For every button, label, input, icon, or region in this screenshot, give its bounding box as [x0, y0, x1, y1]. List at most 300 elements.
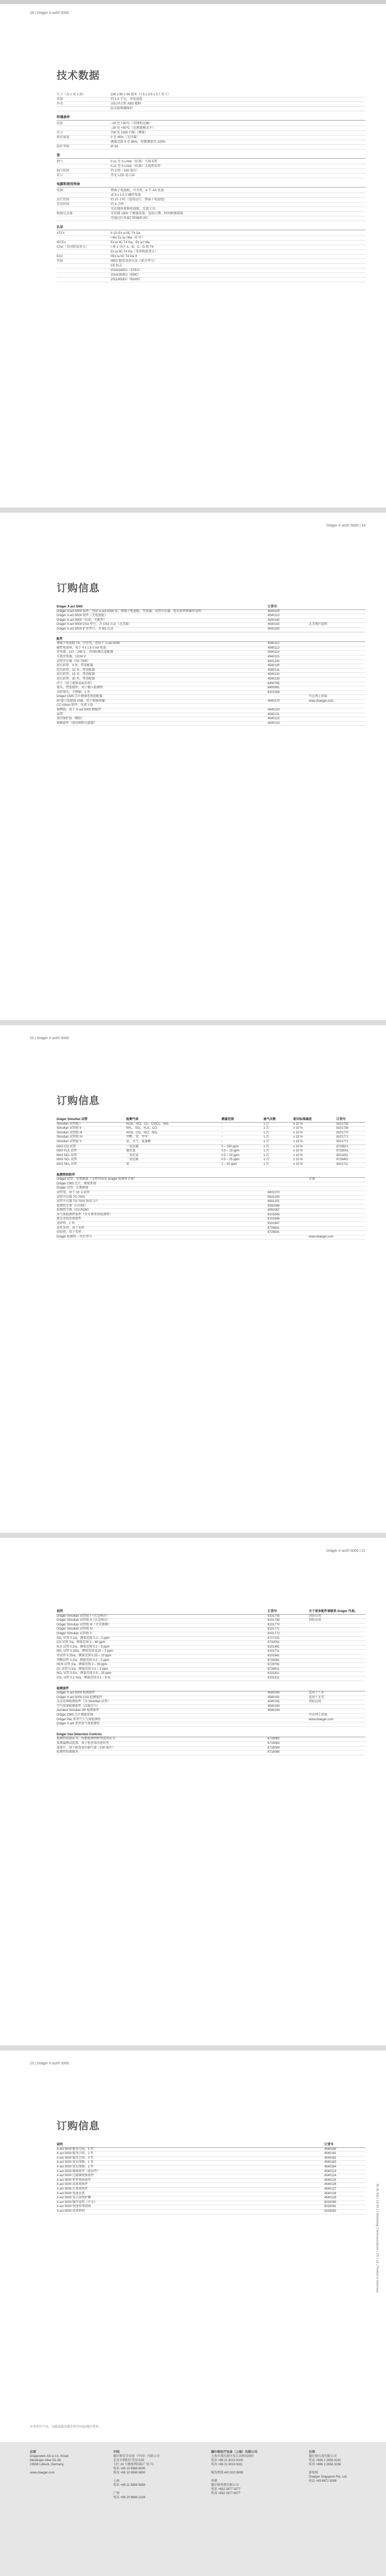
order-extra [309, 1742, 365, 1746]
order-description: 检测管校准服务 [57, 1751, 79, 1754]
table-cell: 1 次 [264, 1154, 293, 1158]
order-description: Dräger X-act 5000 矿用型号，含 M1 认证 [57, 627, 114, 631]
order-row [57, 1709, 365, 1714]
order-extra [309, 1641, 365, 1645]
order-row [57, 1196, 365, 1200]
order-number: 订货号 [268, 1610, 277, 1613]
order-row [57, 642, 365, 647]
order-description: 探头，带连接件，用于插入检测管 [57, 686, 103, 690]
footer-line [30, 2467, 97, 2471]
order-row [57, 1676, 365, 1681]
order-extra: 适用于工业 [309, 1691, 325, 1695]
order-extra [309, 642, 365, 646]
order-number: 8101841 [268, 1654, 280, 1657]
footer-line: 七区 19 号楼保利国际广场 T1 [113, 2463, 154, 2466]
order-description: 延长软管，10 米，带适配器 [57, 668, 95, 672]
order-extra: 北美地区提供 [309, 623, 328, 626]
order-row [57, 2161, 365, 2165]
order-extra [309, 1737, 365, 1741]
spec-value: 约 4 小时 [111, 202, 124, 206]
order-description: X-act 5000 电池仓盖 [57, 2192, 85, 2195]
order-number: 订货号 [268, 605, 277, 608]
table-cell: 8101711 [336, 1162, 365, 1167]
table-cell: 8101811 [336, 1154, 365, 1158]
order-number: 6718083 [268, 1742, 280, 1745]
table-cell: ± 10 % [293, 1162, 337, 1167]
order-header-row [57, 638, 365, 642]
order-row [57, 722, 365, 726]
order-number: 6400561 [268, 686, 280, 690]
order-description: Dräger X-act 5000 检测套件 [57, 1691, 95, 1695]
order-description: Dräger Gas Detection Controls [57, 1733, 102, 1736]
footer-line: 总部 [30, 2451, 37, 2454]
order-block-4 [57, 2143, 365, 2214]
order-number: 4540100 [268, 609, 280, 613]
order-number: 4540182 [324, 2156, 337, 2160]
table-cell: MAS SO₂ 试管 [57, 1158, 126, 1163]
table-cell: 1 次 [264, 1127, 293, 1131]
order-number: 4540133 [268, 677, 280, 681]
subsection-heading: 泵 [57, 154, 365, 159]
section-title: 技术数据 [57, 70, 100, 81]
table-cell: MAS H₂S 试管 [57, 1149, 126, 1154]
order-row [57, 1654, 365, 1659]
order-number: 8101770 [268, 1623, 280, 1626]
page-header-left: 20 | Dräger X-act® 5000 [30, 1037, 69, 1040]
spec-label: 抽气时间 [57, 169, 69, 173]
table-cell: 0.5 – 15 ppm [221, 1149, 264, 1154]
order-extra [309, 1182, 365, 1187]
order-extra [309, 619, 365, 623]
spec-label: EAC [57, 255, 63, 258]
order-extra [309, 669, 365, 673]
order-row [57, 1751, 365, 1755]
order-number: 8101735 [268, 1614, 280, 1618]
order-number: 9033092 [324, 2209, 337, 2213]
footer-line: 电话 +86 10 6568 8000 [113, 2467, 146, 2470]
order-extra [309, 677, 365, 682]
order-number: 6718082 [268, 1737, 280, 1741]
table-cell: Simultan 试管组 I [57, 1122, 126, 1127]
spec-label [57, 193, 111, 197]
table-header-cell: 测量范围 [221, 1118, 264, 1122]
order-row [57, 1742, 365, 1747]
order-row [57, 1200, 365, 1205]
footer-line: 传真 +86 10 6568 8800 [113, 2471, 146, 2475]
spec-value: –20 至 +50°C（在测量模式下） [111, 126, 155, 130]
table-cell: 6728491 [336, 1158, 365, 1163]
order-number [268, 1187, 309, 1191]
table-cell: MAS NO₂ 试管 [57, 1154, 126, 1158]
order-description: Dräger X-act 5000 套件，包括 X-act 5000 泵、锂离子电池组、充电器、试管开启器、延长软管和操作说明 [57, 609, 202, 613]
order-description: 硅胶管，用于采样 [57, 1231, 82, 1234]
footer-line: 传真 +86 21 6013 9111 [211, 2463, 243, 2466]
order-number: 6728791 [268, 1663, 280, 1667]
order-number [268, 1722, 309, 1726]
spec-row [57, 126, 365, 131]
table-cell: 1 次 [264, 1162, 293, 1167]
order-number: 4540123 [324, 2170, 337, 2173]
order-extra [309, 664, 365, 668]
order-block-2 [57, 1118, 365, 1240]
table-header-cell: 订货号 [336, 1118, 365, 1122]
order-number: 4540180 [324, 2147, 337, 2151]
order-number: 4540122 [268, 717, 280, 721]
order-row [57, 2210, 365, 2214]
order-row [57, 2192, 365, 2197]
spacer [57, 1167, 365, 1174]
order-number: 订货号 [324, 2143, 334, 2146]
order-description: X-act 5000 前盖更换件 [57, 2183, 88, 2187]
spec-value: 0.11 至 3 L/min（标准）气体采样 [111, 160, 157, 163]
order-extra [309, 686, 365, 690]
order-extra: 可在网上获取 [309, 1714, 328, 1717]
order-row [57, 1696, 365, 1701]
table-row [57, 1145, 365, 1149]
order-number: 4540132 [268, 673, 280, 676]
spec-row [57, 93, 365, 97]
order-description: 应急处理检测套件（含 Simultan 试管） [57, 1700, 111, 1704]
order-extra [309, 1187, 365, 1191]
order-row [57, 664, 365, 669]
order-description: 苯试管 0.25/a，测量范围 0.25 – 10 ppm [57, 1654, 112, 1657]
order-description: Cl₂ 试管 0.2/a，测量范围 0.2 – 3 ppm [57, 1667, 109, 1671]
table-cell: HCN、HCl、Cl₂、COCl₂、NO₂ [126, 1122, 221, 1127]
order-description: Dräger CMS 芯片，测量系统 [57, 1182, 97, 1185]
spec-value: II 1G Ex ia IIC T4 Ga [111, 231, 141, 235]
order-extra: 手册 [309, 1178, 315, 1181]
spec-row [57, 273, 365, 278]
order-row [57, 628, 365, 632]
order-description: Dräger X-act 5000 [57, 605, 83, 608]
spec-value: 锂离子电池组，可充电，4 节 AA 电池 [111, 189, 164, 192]
table-cell: 0.5 – 25 ppm [221, 1154, 264, 1158]
order-description: 锂离子电池组 T4，可充电，适用于 X-act 5000 [57, 642, 120, 646]
order-extra [309, 1663, 365, 1667]
order-number: 8101646 [268, 1217, 280, 1221]
order-number [268, 695, 309, 699]
order-number: 4540128 [324, 2192, 337, 2195]
table-header-cell: 抽气次数 [264, 1118, 293, 1122]
order-extra [309, 1672, 365, 1676]
order-extra [309, 1196, 365, 1200]
footer-line: Moislinger Allee 53–55 [30, 2459, 61, 2462]
order-number: 4540120 [268, 708, 280, 712]
order-number: 6401200 [268, 659, 280, 663]
order-description: Dräger Simultan 试管组 III（火灾烟雾） [57, 1623, 111, 1626]
order-row [57, 1222, 365, 1227]
order-row [57, 2179, 365, 2183]
order-row [57, 1722, 365, 1727]
order-description: IR 接口连接线 USB，用于数据传输 [57, 699, 105, 703]
footer-line [211, 2475, 314, 2479]
order-block-1 [57, 605, 365, 726]
footer-line: 23558 Lübeck, Germany [30, 2463, 64, 2466]
order-extra [309, 1733, 365, 1737]
order-row [57, 2148, 365, 2153]
order-row [57, 717, 365, 722]
order-extra [309, 673, 365, 677]
spec-label [57, 264, 111, 268]
spec-label: 尺寸（高 x 宽 x 深） [57, 93, 86, 96]
order-row [57, 1628, 365, 1632]
spec-label: 防护等级 [57, 145, 69, 148]
order-number: 4540150 [268, 623, 280, 626]
order-row [57, 2183, 365, 2188]
order-row [57, 695, 365, 700]
spec-value: 测量范围 5 至 95%，短期测量至 100% [111, 140, 166, 144]
spec-value: 高抗冲击性 ABS 塑料 [111, 102, 142, 106]
order-header-row [57, 1610, 365, 1615]
order-row [57, 2205, 365, 2210]
spec-row [57, 193, 365, 198]
order-extra [309, 682, 365, 686]
spec-row [57, 140, 365, 145]
order-number: 6401070 [268, 1191, 280, 1194]
order-description: 维修套件（密封圈和过滤器） [57, 721, 97, 725]
order-number: 4540125 [324, 2178, 337, 2182]
spacer [57, 1681, 365, 1687]
order-description: 采样管，2 米 [57, 1222, 75, 1226]
table-cell: ± 10 % [293, 1127, 337, 1131]
spec-value: I M1 Ex ia I Ma（矿井） [111, 236, 145, 240]
order-row [57, 708, 365, 713]
table-cell: ± 10 % [293, 1122, 337, 1127]
order-header-row [57, 605, 365, 610]
order-extra [309, 1646, 365, 1650]
order-description: 检测管手册（CD-ROM） [57, 1209, 91, 1212]
order-description: 甲醛试管 0.2/a，测量范围 0.2 – 5 ppm [57, 1658, 110, 1662]
table-cell: NH₃、SO₂、H₂S、CO [126, 1127, 221, 1131]
order-extra [309, 1227, 365, 1231]
page-header-left: 22 | Dräger X-act® 5000 [30, 2062, 69, 2065]
order-description: X-act 5000 操作说明（中文） [57, 2200, 97, 2204]
order-extra [309, 1668, 365, 1672]
spec-row [57, 160, 365, 164]
spec-value: IP 54 [111, 145, 118, 148]
order-number: 4540131 [268, 668, 280, 672]
order-extra [309, 1623, 365, 1628]
order-description: 肩带 [57, 713, 63, 716]
spec-label: ATEX [57, 231, 65, 235]
table-header-cell: 检测气体 [126, 1118, 221, 1122]
contact-footer [0, 2442, 386, 2576]
order-description: 紧急事故处理套件 [57, 1217, 82, 1221]
subsection-heading: 认证 [57, 225, 365, 230]
order-description: X-act 5000 显示屏保护膜 [57, 2196, 91, 2200]
order-extra [309, 713, 365, 717]
table-cell: ± 10 % [293, 1158, 337, 1163]
order-description: 试管开启器 TO 7000 备用刀片 [57, 1200, 98, 1204]
order-extra [309, 1213, 365, 1217]
order-extra [309, 610, 365, 614]
spec-value: 700 至 1300 百帕（测量） [111, 131, 148, 134]
order-extra [309, 1747, 365, 1751]
order-number: 4540114 [268, 651, 279, 654]
spec-value: –20 至 +50°C（存储和运输） [111, 122, 152, 125]
order-header-row [57, 2143, 365, 2148]
order-extra [309, 1676, 365, 1681]
spec-value: 2014/30/EU（EMC） [111, 273, 141, 277]
order-description: Dräger X-act 5000（仅泵，无配件） [57, 618, 107, 622]
order-description: NO₂ 试管 0.5/c，测量范围 0.5 – 25 ppm [57, 1672, 112, 1675]
order-number: 4540183 [324, 2161, 337, 2164]
order-row [57, 2170, 365, 2175]
table-cell: - [221, 1131, 264, 1136]
spec-label [57, 207, 111, 211]
footer-line: 德尔格香港有限公司 [211, 2484, 239, 2487]
order-number: 8101736 [268, 1619, 280, 1622]
table-cell: 8101770 [336, 1131, 365, 1136]
spec-row [57, 145, 365, 149]
order-number: 4540127 [324, 2187, 337, 2191]
spec-row [57, 107, 365, 111]
order-extra: 适用于北美 [309, 1696, 325, 1699]
order-extra [309, 691, 365, 695]
spec-label [57, 278, 111, 282]
order-description: Dräger Pac 系列个人气体检测仪 [57, 1718, 101, 1721]
footer-line: 德尔格医疗设备（上海）有限公司 [211, 2451, 258, 2454]
order-description: 试管架，用于 10 支试管 [57, 1191, 90, 1194]
order-row [57, 713, 365, 718]
order-extra [309, 1659, 365, 1663]
spec-value: 可通过红外接口传输到 PC [111, 216, 148, 220]
order-extra [309, 647, 365, 651]
order-extra: 消防员用 [309, 1700, 322, 1704]
disclaimer-note: 并非所有产品、功能或服务都在所有国家/地区销售。 [30, 2426, 102, 2429]
footer-line: 电话 +86 21 6013 9100 [211, 2459, 243, 2462]
order-number: 8101647 [268, 1222, 280, 1226]
table-cell: MAS CO 试管 [57, 1145, 126, 1149]
spec-row [57, 164, 365, 169]
footer-line: Drägerwerk AG & Co. KGaA [30, 2455, 69, 2458]
order-number: 6733051 [268, 1641, 280, 1645]
order-number: 4540126 [324, 2183, 337, 2187]
order-extra: www.draeger.com [309, 1718, 334, 1721]
order-number: 6718084 [268, 1746, 280, 1750]
order-extra [309, 1191, 365, 1195]
order-number: 4540124 [324, 2174, 337, 2178]
order-description: 检测管和附件 [57, 1173, 76, 1177]
table-cell: ± 10 % [293, 1145, 337, 1149]
section-title: 订购信息 [57, 1095, 100, 1107]
order-extra [309, 660, 365, 664]
order-description: 多气体检测管套件（含 5 种常用检测管） [57, 1213, 113, 1216]
order-extra [309, 628, 365, 632]
order-number: 6401201 [268, 1200, 280, 1204]
order-row [57, 673, 365, 677]
spec-label [57, 236, 111, 240]
spec-value: 0 至 95%（无冷凝） [111, 135, 140, 139]
spec-label: 运行时间 [57, 198, 69, 201]
order-number: 9092086 [268, 1204, 280, 1208]
spec-value: Ex ia IIC T4 Ga，Ex ia I Ma [111, 241, 150, 244]
order-extra [309, 614, 365, 618]
order-number: 6728831 [268, 1231, 280, 1234]
order-number [268, 1687, 309, 1691]
order-row [57, 1213, 365, 1218]
table-cell: 8101736 [336, 1127, 365, 1131]
order-description: 说明 [57, 2143, 63, 2146]
order-extra [309, 1709, 365, 1713]
order-row [57, 677, 365, 682]
table-cell: ± 10 % [293, 1154, 337, 1158]
table-cell: 5 – 150 ppm [221, 1145, 264, 1149]
order-description: Dräger 试管，短期测量（完整列表见 Dräger 检测管手册） [57, 1178, 137, 1181]
table-row [57, 1162, 365, 1167]
page-header-right: Dräger X-act® 5000 | 19 [326, 524, 365, 528]
order-number: 8101771 [268, 1628, 280, 1631]
order-row [57, 1209, 365, 1213]
spec-row [57, 97, 365, 102]
order-description: Dräger Simultan 试管组 V [57, 1632, 92, 1635]
order-description: NH₃ 试管 0.25/a，测量范围 0.25 – 3 ppm [57, 1650, 113, 1653]
footer-col-medical [211, 2450, 314, 2496]
order-row [57, 682, 365, 687]
section-title: 订购信息 [57, 583, 100, 594]
order-description: 试管开启器（TO 7000） [57, 659, 91, 663]
footer-col-china [113, 2450, 216, 2500]
spec-row [57, 174, 365, 178]
order-extra [309, 651, 365, 655]
page-4 [0, 1538, 386, 2045]
table-cell: 氯、光气、氢氰酸 [126, 1140, 221, 1144]
order-row [57, 655, 365, 660]
order-number: 4540123 [268, 721, 280, 725]
table-cell: 一氧化碳 [126, 1145, 221, 1149]
footer-line: 北京市朝阳区望京东园 [113, 2459, 145, 2462]
order-number: 8101711 [268, 1650, 279, 1653]
order-number: 6728631 [268, 1226, 280, 1230]
spec-label: 外壳 [57, 102, 63, 106]
table-cell: MAS NH₃ 试管 [57, 1162, 126, 1167]
order-row [57, 1623, 365, 1628]
order-number [268, 638, 309, 642]
spacer [57, 633, 365, 638]
order-extra [309, 1205, 365, 1209]
spec-label: 显示 [57, 174, 63, 177]
order-description: 车载充电器，12/24 V [57, 655, 86, 658]
order-number [268, 1235, 309, 1240]
order-number: 8101772 [268, 1632, 280, 1635]
spec-value: 可在现场更换电池组，无需工具 [111, 207, 155, 211]
order-extra: 消防员用 [309, 1619, 322, 1622]
order-number: 8101811 [268, 1672, 279, 1675]
spec-label: 充电时间 [57, 202, 69, 206]
order-number [268, 1733, 309, 1737]
footer-line: 服务热线 400 820 8898 [211, 2471, 243, 2475]
order-extra [309, 1222, 365, 1226]
spec-row [57, 259, 365, 264]
order-description: X-act 5000 后盖更换件 [57, 2187, 88, 2191]
order-description: HCN 试管 2/a，测量范围 2 – 30 ppm [57, 1663, 108, 1667]
order-row [57, 1227, 365, 1231]
spec-value: 190 x 90 x 94 毫米（7.5 x 3.5 x 3.7 英寸） [111, 93, 171, 96]
order-row [57, 1718, 365, 1723]
order-description: Dräger Simultan 试管组 IV [57, 1628, 93, 1631]
order-description: 延长软管，3 米，带适配器 [57, 664, 94, 668]
order-description: Dräger 试管，长期测量 [57, 1187, 89, 1190]
spec-label [57, 164, 111, 168]
tech-data-block [57, 93, 365, 282]
table-cell: Simultan 试管组 IV [57, 1136, 126, 1140]
spec-label [57, 273, 111, 277]
subsection-heading: 环境条件 [57, 115, 365, 121]
order-description: 便携箱，用于 X-act 5000 和配件 [57, 708, 101, 712]
page-1 [0, 0, 386, 507]
footer-line: 传真 +886 2 2658 3236 [309, 2463, 341, 2466]
footer-line: 上海市浦东新区张江高科技园区 [211, 2455, 255, 2458]
